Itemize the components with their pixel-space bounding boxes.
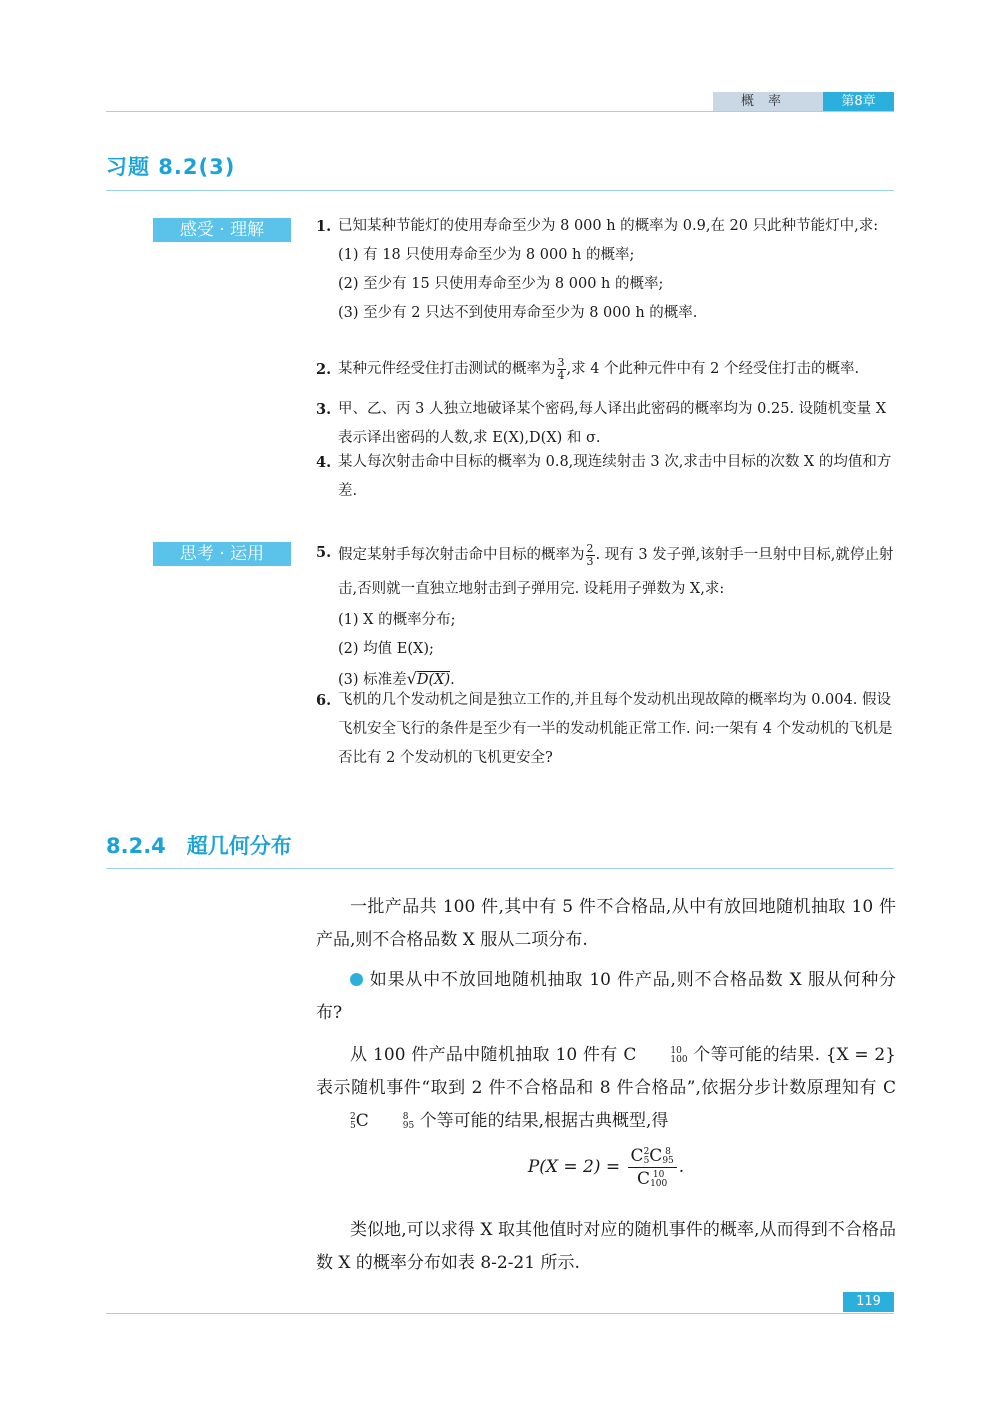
sub-question: (2) 均值 E(X);: [338, 641, 434, 657]
problem-text: 某种元件经受住打击测试的概率为: [338, 361, 556, 377]
problem-2: [316, 355, 896, 384]
problem-number: 6.: [316, 692, 332, 709]
problem-number: 4.: [316, 454, 332, 471]
sub-question: (3) 至少有 2 只达不到使用寿命至少为 8 000 h 的概率.: [338, 305, 698, 321]
sub-question: (1) X 的概率分布;: [338, 612, 456, 628]
problem-5: [316, 538, 896, 695]
exercise-title: 习题 8.2(3): [106, 155, 236, 179]
sub-question: (1) 有 18 只使用寿命至少为 8 000 h 的概率;: [338, 247, 635, 263]
sub-question: (3) 标准差√D(X).: [338, 669, 455, 688]
footer-divider: [106, 1313, 894, 1314]
problem-text: 甲、乙、丙 3 人独立地破译某个密码,每人译出此密码的概率均为 0.25. 设随机变量 X 表示译出密码的人数,求 E(X),D(X) 和 σ.: [338, 401, 887, 446]
section-divider: [106, 868, 894, 869]
problem-text: 假定某射手每次射击命中目标的概率为: [338, 547, 585, 563]
combination-product: C 2 5 C 8 95: [350, 1078, 896, 1131]
chapter-name: 概率: [713, 92, 823, 111]
problem-number: 2.: [316, 361, 332, 378]
problem-4: [316, 448, 896, 506]
fraction: $\frac{2}{3}$: [586, 541, 594, 568]
question-bullet-icon: [350, 973, 363, 986]
paragraph-derivation: 从 100 件产品中随机抽取 10 件有 C 10 100 个等可能的结果. {X = 2} 表示随机事件“取到 2 件不合格品和 8 件合格品”,依据分步计数原理知有 C 2 5 C 8 95 个等可能的结果,根据古典概型,得: [316, 1045, 896, 1131]
problem-number: 1.: [316, 218, 332, 235]
exercise-divider: [106, 190, 894, 191]
problem-text: ,求 4 个此种元件中有 2 个经受住打击的概率.: [566, 361, 860, 377]
paragraph-conclusion: 类似地,可以求得 X 取其他值时对应的随机事件的概率,从而得到不合格品数 X 的概率分布如表 8-2-21 所示.: [316, 1220, 896, 1273]
fraction: $\frac{3}{4}$: [557, 355, 565, 382]
chapter-label: 第8章: [823, 92, 894, 111]
problem-6: [316, 686, 896, 773]
problem-text: 飞机的几个发动机之间是独立工作的,并且每个发动机出现故障的概率均为 0.004. 假设飞机安全飞行的条件是至少有一半的发动机能正常工作. 问:一架有 4 个发动机的飞机是否比有 2 个发动机的飞机更安全?: [338, 692, 893, 766]
paragraph-intro: 一批产品共 100 件,其中有 5 件不合格品,从中有放回地随机抽取 10 件产品,则不合格品数 X 服从二项分布.: [316, 897, 896, 950]
sqrt-content: D(X): [416, 672, 451, 688]
sub-question: (2) 至少有 15 只使用寿命至少为 8 000 h 的概率;: [338, 276, 664, 292]
problem-text: . 现有 3 发子弹,该射手一旦射中目标,就停止射击,否则就一直独立地射击到子弹用完. 设耗用子弹数为 X,求:: [338, 547, 894, 597]
probability-formula: P(X = 2) = C 2 5 C 8 95 C 10 100 .: [527, 1146, 685, 1189]
question-paragraph: 如果从中不放回地随机抽取 10 件产品,则不合格品数 X 服从何种分布?: [316, 970, 896, 1023]
problem-3: [316, 395, 896, 453]
problem-text: 已知某种节能灯的使用寿命至少为 8 000 h 的概率为 0.9,在 20 只此种节能灯中,求:: [338, 218, 879, 234]
section-title: 8.2.4 超几何分布: [106, 834, 292, 858]
problem-1: [316, 212, 896, 328]
problem-text: 某人每次射击命中目标的概率为 0.8,现连续射击 3 次,求击中目标的次数 X 的均值和方差.: [338, 454, 892, 499]
problem-number: 5.: [316, 544, 332, 561]
problem-number: 3.: [316, 401, 332, 418]
combination-c-100-10: C 10 100: [623, 1045, 688, 1065]
section-badge-apply: 思考 · 运用: [153, 542, 291, 566]
section-badge-understand: 感受 · 理解: [153, 218, 291, 242]
header-divider: [106, 111, 894, 112]
page-number: 119: [843, 1292, 894, 1312]
